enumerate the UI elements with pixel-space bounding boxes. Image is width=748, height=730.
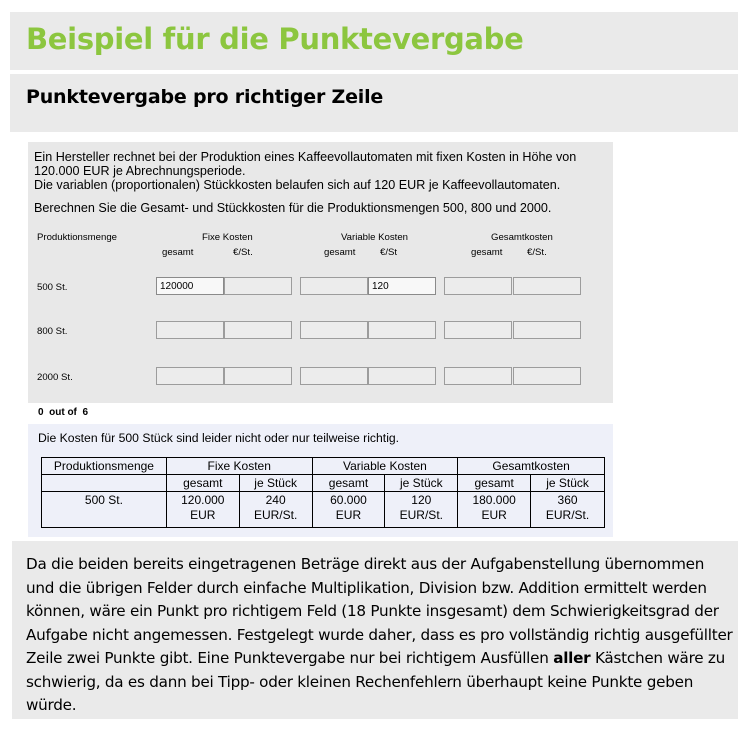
input-fixed-total[interactable] <box>156 367 224 385</box>
input-tot-total[interactable] <box>444 277 512 295</box>
solution-value: 120 <box>411 493 432 507</box>
solution-subheader: gesamt <box>166 475 239 492</box>
sub-header-tot-unit: €/St. <box>527 247 547 258</box>
score-max: 6 <box>82 407 89 418</box>
question-line: Die variablen (proportionalen) Stückkosten belaufen sich auf 120 EUR je Kaffeevollautomaten. <box>34 178 561 192</box>
sub-header-var-total: gesamt <box>324 247 356 258</box>
solution-header-variable: Variable Kosten <box>312 458 458 475</box>
sub-header-fixed-unit: €/St. <box>233 247 253 258</box>
solution-header-production: Produktionsmenge <box>42 458 167 475</box>
feedback-message: Die Kosten für 500 Stück sind leider nicht oder nur teilweise richtig. <box>38 431 400 445</box>
solution-table <box>41 457 605 528</box>
solution-subheader: gesamt <box>312 475 385 492</box>
explanation-text-start: Da die beiden bereits eingetragenen Beträge direkt aus der Aufgabenstellung übernommen und die übrigen Felder durch einfache Multiplikation, Division bzw. Addition ermittelt werden können, wäre ein Punkt pro richtigem Feld (18 Punkte insgesamt) dem Schwierigkeitsgrad der Aufgabe nicht angemessen. Festgelegt wurde daher, dass es pro vollständig richtig ausgefüllter Zeile zwei Punkte gibt. Eine Punktevergabe nur bei richtigem Ausfüllen <box>26 555 733 667</box>
score-points: 0 <box>38 407 44 418</box>
solution-row <box>42 492 605 528</box>
solution-header-total: Gesamtkosten <box>458 458 605 475</box>
solution-unit: EUR/St. <box>399 508 443 522</box>
input-fixed-unit[interactable] <box>224 277 292 295</box>
score-display <box>38 407 88 418</box>
solution-unit: EUR <box>335 508 362 522</box>
col-header-fixed: Fixe Kosten <box>202 232 253 243</box>
sub-header-tot-total: gesamt <box>471 247 503 258</box>
row-label: 500 St. <box>37 282 68 293</box>
input-var-total[interactable] <box>300 321 368 339</box>
solution-cell <box>385 492 458 528</box>
explanation-text-end: Kästchen wäre zu schwierig, da es dann bei Tipp- oder kleinen Rechenfehlern überhaupt keine Punkte geben würde. <box>26 649 726 714</box>
input-var-unit[interactable]: 120 <box>368 277 436 295</box>
solution-row-label: 500 St. <box>42 492 167 528</box>
solution-subheader: je Stück <box>385 475 458 492</box>
question-line: Ein Hersteller rechnet bei der Produktion eines Kaffeevollautomaten mit fixen Kosten in Höhe von <box>34 150 577 164</box>
title-bar <box>10 12 738 70</box>
feedback-solution-panel <box>28 450 613 537</box>
solution-unit: EUR/St. <box>253 508 298 522</box>
sub-header-fixed-total: gesamt <box>162 247 194 258</box>
input-tot-unit[interactable] <box>513 277 581 295</box>
page-title: Beispiel für die Punktevergabe <box>26 22 524 56</box>
col-header-variable: Variable Kosten <box>341 232 409 243</box>
solution-value: 60.000 <box>330 493 367 507</box>
input-tot-total[interactable] <box>444 321 512 339</box>
solution-value: 180.000 <box>472 493 516 507</box>
solution-value: 360 <box>557 493 578 507</box>
row-label: 800 St. <box>37 326 68 337</box>
solution-value: 120.000 <box>181 493 225 507</box>
row-label: 2000 St. <box>37 372 73 383</box>
question-task: Berechnen Sie die Gesamt- und Stückkosten für die Produktionsmengen 500, 800 und 2000. <box>34 201 552 215</box>
input-var-total[interactable] <box>300 277 368 295</box>
solution-value: 240 <box>265 493 286 507</box>
input-var-unit[interactable] <box>368 321 436 339</box>
sub-header-var-unit: €/St <box>380 247 398 258</box>
solution-cell <box>239 492 312 528</box>
input-fixed-unit[interactable] <box>224 367 292 385</box>
solution-unit: EUR <box>190 508 216 522</box>
input-fixed-total[interactable]: 120000 <box>156 277 224 295</box>
page-subtitle: Punktevergabe pro richtiger Zeile <box>26 86 384 108</box>
solution-subheader: gesamt <box>458 475 531 492</box>
quiz-panel <box>28 142 613 403</box>
input-var-total[interactable] <box>300 367 368 385</box>
input-tot-unit[interactable] <box>513 367 581 385</box>
input-tot-total[interactable] <box>444 367 512 385</box>
solution-subheader: je Stück <box>239 475 312 492</box>
solution-unit: EUR <box>481 508 507 522</box>
solution-unit: EUR/St. <box>545 508 590 522</box>
solution-subheader-empty <box>42 475 167 492</box>
solution-cell <box>458 492 531 528</box>
explanation-emphasis: aller <box>553 649 591 667</box>
input-tot-unit[interactable] <box>513 321 581 339</box>
solution-header-fixed: Fixe Kosten <box>166 458 312 475</box>
solution-subheader: je Stück <box>531 475 605 492</box>
solution-cell <box>531 492 605 528</box>
input-fixed-unit[interactable] <box>224 321 292 339</box>
solution-cell <box>312 492 385 528</box>
feedback-message-bar <box>28 424 613 450</box>
question-text <box>34 150 609 192</box>
explanation-panel <box>12 541 738 719</box>
subtitle-bar <box>10 74 738 132</box>
col-header-production: Produktionsmenge <box>37 232 117 243</box>
solution-cell <box>166 492 239 528</box>
score-of: out of <box>49 407 77 418</box>
input-fixed-total[interactable] <box>156 321 224 339</box>
col-header-total: Gesamtkosten <box>491 232 553 243</box>
question-line: 120.000 EUR je Abrechnungsperiode. <box>34 164 246 178</box>
explanation-text <box>26 553 736 718</box>
input-var-unit[interactable] <box>368 367 436 385</box>
